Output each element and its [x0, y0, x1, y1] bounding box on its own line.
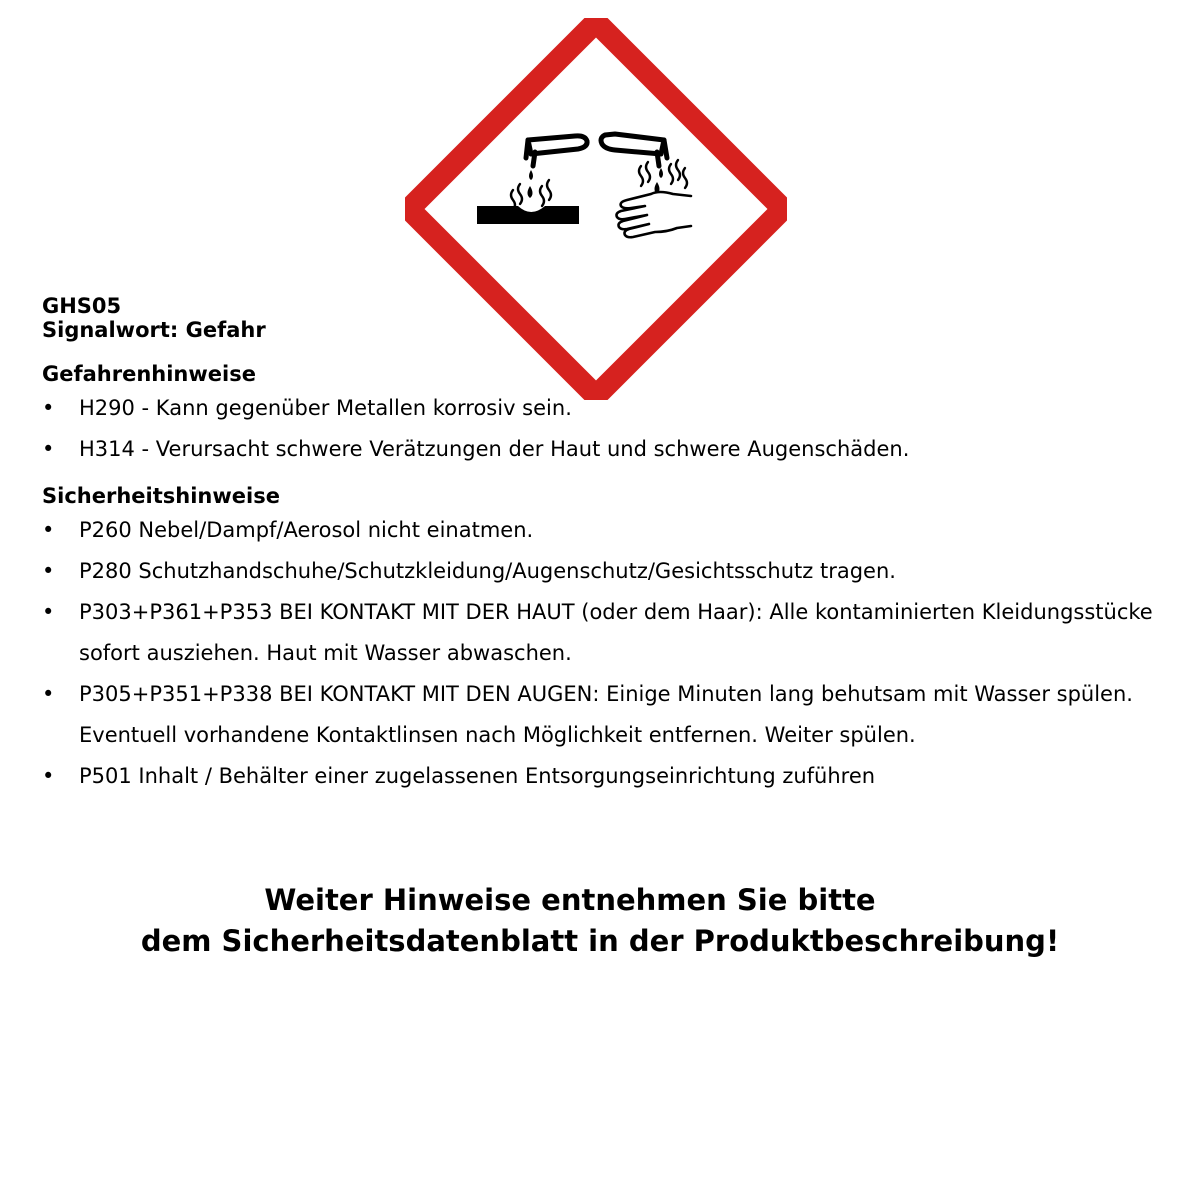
hazard-statements-heading: Gefahrenhinweise: [42, 362, 256, 386]
safety-data-sheet-note: [0, 880, 1200, 962]
precautionary-statement: [42, 592, 1162, 674]
bullet: •: [42, 600, 55, 624]
safety-information: [42, 294, 1162, 797]
footer-note-line-2: dem Sicherheitsdatenblatt in der Produktbeschreibung!: [140, 924, 1060, 958]
hazard-statements-list: [42, 388, 1162, 470]
precautionary-statements-list: [42, 510, 1162, 797]
precautionary-statement-text: P280 Schutzhandschuhe/Schutzkleidung/Augenschutz/Gesichtsschutz tragen.: [79, 559, 896, 583]
hazard-statement-text: H314 - Verursacht schwere Verätzungen der Haut und schwere Augenschäden.: [79, 437, 910, 461]
signal-word: Signalwort: Gefahr: [42, 318, 266, 342]
hazard-statement: [42, 388, 1162, 429]
precautionary-statement: [42, 551, 1162, 592]
footer-note-line-1: Weiter Hinweise entnehmen Sie bitte: [264, 883, 876, 917]
precautionary-statement-text: P303+P361+P353 BEI KONTAKT MIT DER HAUT (oder dem Haar): Alle kontaminierten Kleidungsstücke sofort ausziehen. Haut mit Wasser abwaschen.: [79, 600, 1153, 665]
bullet: •: [42, 518, 55, 542]
precautionary-statement: [42, 674, 1162, 756]
ghs-code: GHS05: [42, 294, 122, 318]
precautionary-statement: [42, 756, 1162, 797]
precautionary-statement: [42, 510, 1162, 551]
precautionary-statements-heading: Sicherheitshinweise: [42, 484, 280, 508]
precautionary-statement-text: P260 Nebel/Dampf/Aerosol nicht einatmen.: [79, 518, 534, 542]
hazard-statement-text: H290 - Kann gegenüber Metallen korrosiv sein.: [79, 396, 572, 420]
bullet: •: [42, 437, 55, 461]
bullet: •: [42, 764, 55, 788]
precautionary-statement-text: P305+P351+P338 BEI KONTAKT MIT DEN AUGEN: Einige Minuten lang behutsam mit Wasser spülen. Eventuell vorhandene Kontaktlinsen nach Möglichkeit entfernen. Weiter spülen.: [79, 682, 1133, 747]
hazard-statement: [42, 429, 1162, 470]
bullet: •: [42, 559, 55, 583]
bullet: •: [42, 396, 55, 420]
bullet: •: [42, 682, 55, 706]
precautionary-statement-text: P501 Inhalt / Behälter einer zugelassenen Entsorgungseinrichtung zuführen: [79, 764, 876, 788]
